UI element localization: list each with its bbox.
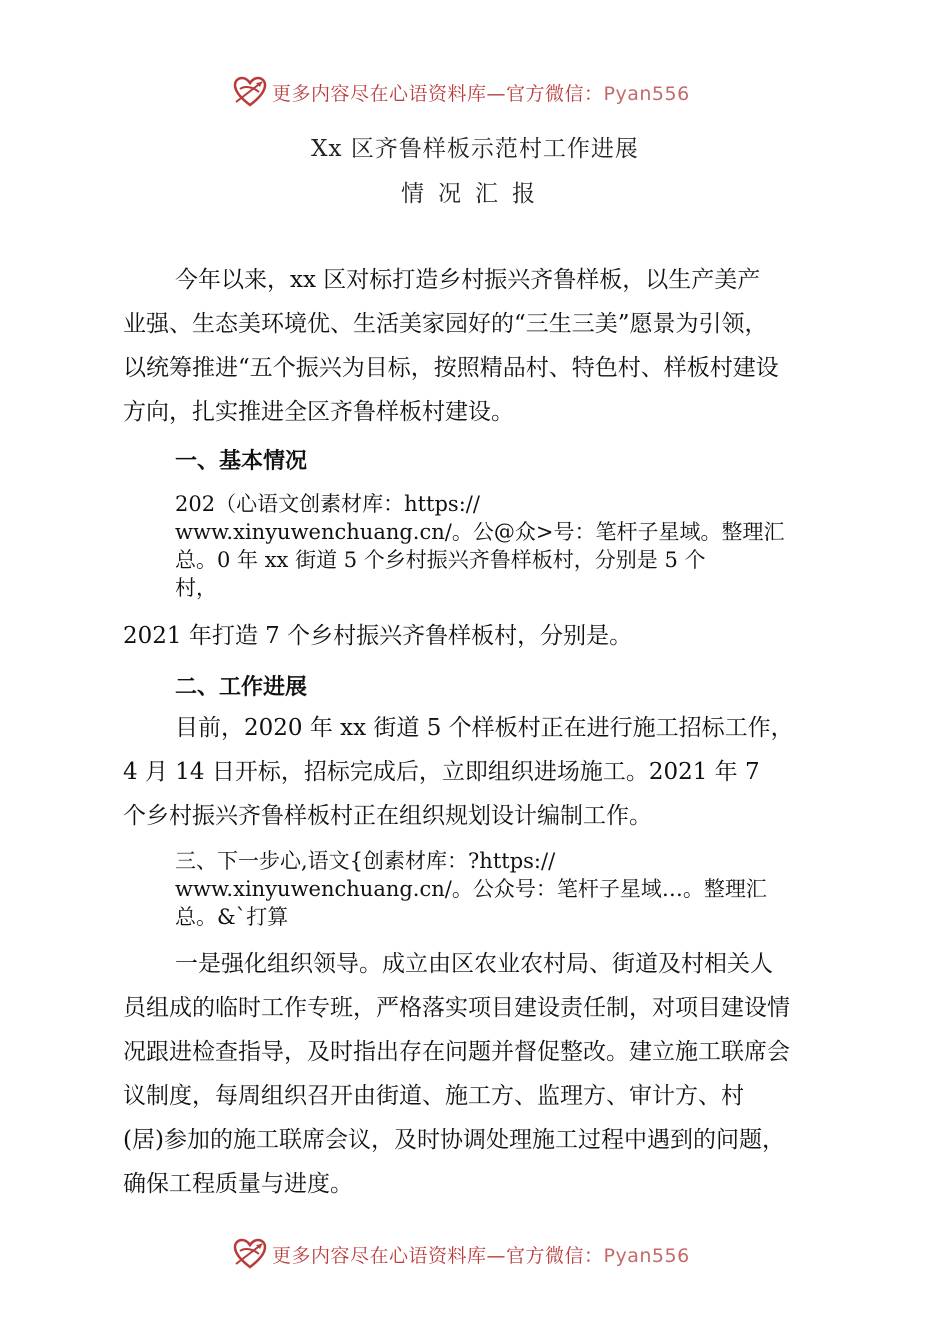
- wechat-id: Pyan556: [603, 83, 690, 105]
- document-title: Xx 区齐鲁样板示范村工作进展: [311, 136, 639, 162]
- plan-line-5: (居)参加的施工联席会议，及时协调处理施工过程中遇到的问题，: [123, 1127, 785, 1153]
- intro-line-3: 以统筹推进“五个振兴为目标，按照精品村、特色村、样板村建设: [123, 355, 779, 381]
- watermark-line-3: 总。0 年 xx 街道 5 个乡村振兴齐鲁样板村，分别是 5 个: [175, 548, 706, 572]
- banner-text: 更多内容尽在心语资料库—官方微信：Pyan556: [272, 83, 690, 105]
- banner-text: 更多内容尽在心语资料库—官方微信：Pyan556: [272, 1245, 690, 1267]
- plan-line-3: 况跟进检查指导，及时指出存在问题并督促整改。建立施工联席会: [123, 1039, 790, 1065]
- plan-line-2: 员组成的临时工作专班，严格落实项目建设责任制，对项目建设情: [123, 995, 790, 1021]
- watermark-line-5: 三、下一步心,语文{创素材库：?https://: [175, 849, 556, 873]
- progress-line-2: 4 月 14 日开标，招标完成后，立即组织进场施工。2021 年 7: [123, 759, 760, 785]
- section1-line: 2021 年打造 7 个乡村振兴齐鲁样板村，分别是。: [123, 623, 633, 649]
- plan-line-4: 议制度，每周组织召开由街道、施工方、监理方、审计方、村: [123, 1083, 744, 1109]
- intro-line-2: 业强、生态美环境优、生活美家园好的“三生三美”愿景为引领，: [123, 311, 768, 337]
- progress-line-1: 目前，2020 年 xx 街道 5 个样板村正在进行施工招标工作，: [175, 715, 794, 741]
- header-banner: [0, 72, 950, 112]
- watermark-line-7: 总。&`打算: [175, 905, 289, 929]
- heart-arrow-logo-icon: [232, 1236, 268, 1272]
- plan-line-6: 确保工程质量与进度。: [123, 1171, 353, 1197]
- heart-arrow-logo-icon: [232, 74, 268, 110]
- section-heading-progress: 二、工作进展: [175, 675, 308, 700]
- footer-banner: [0, 1234, 950, 1274]
- document-subtitle: 情况汇报: [401, 181, 549, 207]
- progress-line-3: 个乡村振兴齐鲁样板村正在组织规划设计编制工作。: [123, 803, 652, 829]
- plan-line-1: 一是强化组织领导。成立由区农业农村局、街道及村相关人: [175, 951, 773, 977]
- watermark-line-6: www.xinyuwenchuang.cn/。公众号：笔杆子星域…。整理汇: [175, 877, 767, 901]
- watermark-line-4: 村，: [175, 576, 217, 600]
- intro-line-4: 方向，扎实推进全区齐鲁样板村建设。: [123, 399, 514, 425]
- watermark-line-1: 202（心语文创素材库：https://: [175, 492, 480, 516]
- intro-line-1: 今年以来，xx 区对标打造乡村振兴齐鲁样板，以生产美产: [175, 267, 761, 293]
- section-heading-basic: 一、基本情况: [175, 449, 308, 474]
- wechat-id: Pyan556: [603, 1245, 690, 1267]
- watermark-line-2: www.xinyuwenchuang.cn/。公@众>号：笔杆子星域。整理汇: [175, 520, 785, 544]
